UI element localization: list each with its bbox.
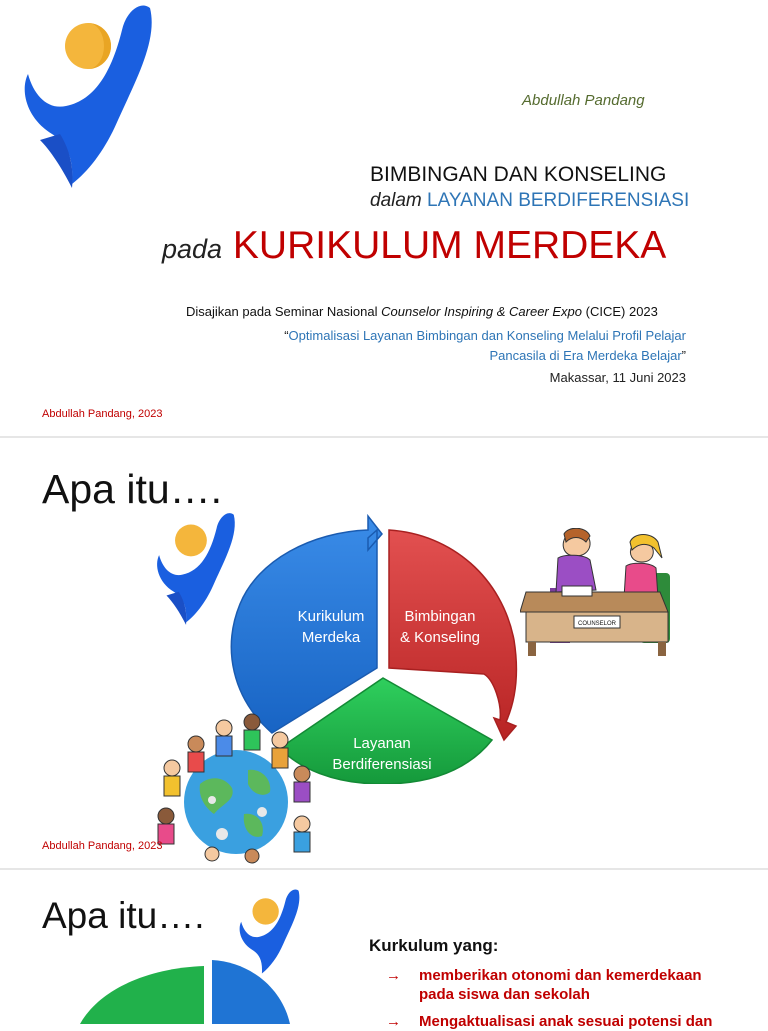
bullet-item: → Mengaktualisasi anak sesuai potensi dan <box>386 1013 713 1030</box>
presented-event: Counselor Inspiring & Career Expo <box>381 304 583 319</box>
theme-line-1: Optimalisasi Layanan Bimbingan dan Konseling Melalui Profil Pelajar <box>288 328 686 343</box>
title-line-2-main: LAYANAN BERDIFERENSIASI <box>427 190 690 211</box>
cycle-label-layanan: Layanan Berdiferensiasi <box>332 735 432 773</box>
presented-prefix: Disajikan pada Seminar Nasional <box>186 304 378 319</box>
slide-footer: Abdullah Pandang, 2023 <box>42 840 163 852</box>
cycle-diagram-partial <box>60 958 290 1024</box>
cycle-label-kurikulum: Kurikulum Merdeka <box>297 608 365 646</box>
slide-divider <box>0 868 768 870</box>
author-name: Abdullah Pandang <box>522 92 645 109</box>
location-date: Makassar, 11 Juni 2023 <box>549 370 686 385</box>
definition-heading: Kurkulum yang: <box>369 936 499 955</box>
cycle-label-bimbingan: Bimbingan & Konseling <box>399 608 481 646</box>
title-line-2 <box>370 190 689 212</box>
arrow-icon: → <box>386 1013 401 1030</box>
bullet-item: → memberikan otonomi dan kemerdekaan pada siswa dan sekolah <box>386 967 702 1003</box>
counseling-illustration <box>520 528 678 656</box>
seminar-theme: “Optimalisasi Layanan Bimbingan dan Konseling Melalui Profil Pelajar Pancasila di Era Merdeka Belajar” <box>284 328 686 363</box>
title-line-2-prefix: dalam <box>370 190 422 211</box>
title-line-1: BIMBINGAN DAN KONSELING <box>370 163 667 186</box>
title-line-3-prefix: pada <box>162 234 223 264</box>
title-line-3-main: KURIKULUM MERDEKA <box>232 224 667 267</box>
theme-line-2: Pancasila di Era Merdeka Belajar <box>489 348 682 363</box>
slide-heading: Apa itu…. <box>42 895 205 936</box>
slide-heading: Apa itu…. <box>42 466 223 512</box>
logo-icon <box>0 0 170 200</box>
slide-divider <box>0 436 768 438</box>
title-line-3 <box>162 224 666 268</box>
globe-children-illustration <box>152 704 318 866</box>
arrow-icon: → <box>386 967 401 984</box>
presented-at <box>186 304 658 319</box>
counselor-sign: COUNSELOR <box>577 621 617 627</box>
slide-footer: Abdullah Pandang, 2023 <box>42 408 163 420</box>
presented-suffix: (CICE) 2023 <box>585 304 658 319</box>
